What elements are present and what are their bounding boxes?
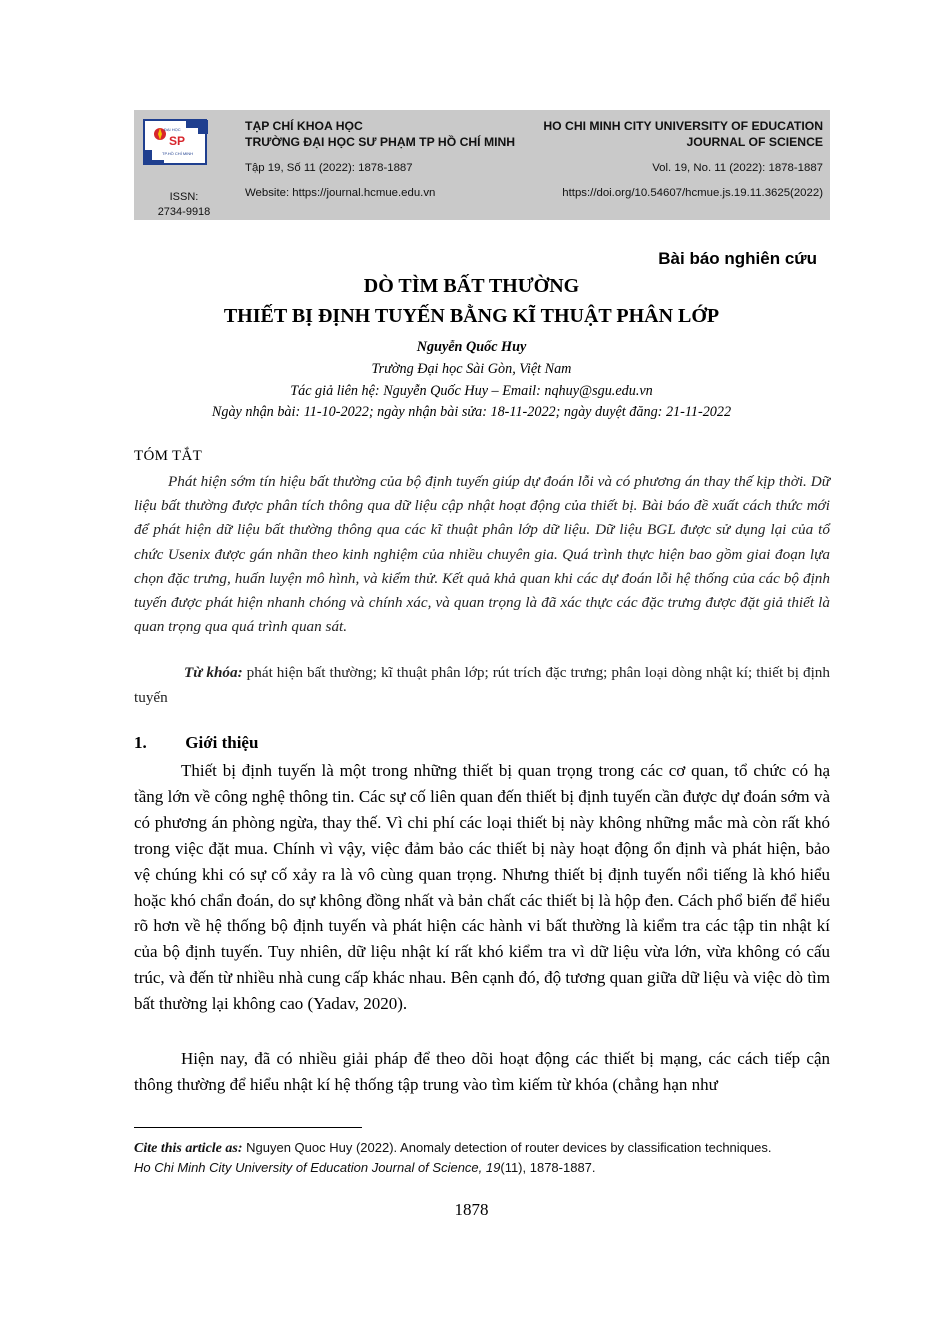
article-type: Bài báo nghiên cứu xyxy=(658,249,817,268)
section-heading xyxy=(134,733,258,753)
title-line-2: THIẾT BỊ ĐỊNH TUYẾN BẰNG KĨ THUẬT PHÂN LỚP xyxy=(223,305,720,327)
abstract-text: Phát hiện sớm tín hiệu bất thường của bộ định tuyến giúp dự đoán lỗi và có phương án thay thế kịp thời. Dữ liệu bất thường được phân tích thông qua dữ liệu cập nhật hoạt động của thiết bị. Bài báo đề xuất cách thức mới để phát hiện dữ liệu bất thường thông qua các kĩ thuật phân lớp dữ liệu. Dữ liệu BGL được sử dụng lại của tổ chức Usenix được gán nhãn theo kinh nghiệm của nhiều chuyên gia. Quá trình thực hiện bao gồm giai đoạn lựa chọn đặc trưng, huấn luyện mô hình, và kiểm thử. Kết quả khả quan khi các dự đoán lỗi hệ thống của các bộ định tuyến được phát hiện nhanh chóng và chính xác, và quan trọng là đã xác thực các đặc trưng được đặt giả thiết là quan trọng qua quá trình quan sát. xyxy=(134,473,830,636)
corresponding-author: Tác giả liên hệ: Nguyễn Quốc Huy – Email: nqhuy@sgu.edu.vn xyxy=(290,383,653,399)
journal-name-en: JOURNAL OF SCIENCE xyxy=(686,135,823,149)
university-name-vi: TRƯỜNG ĐẠI HỌC SƯ PHẠM TP HỒ CHÍ MINH xyxy=(245,135,516,149)
cite-issue-pages: (11), 1878-1887. xyxy=(500,1160,596,1175)
keywords-list: phát hiện bất thường; kĩ thuật phân lớp; rút trích đặc trưng; phân loại dòng nhật kí; thiết bị định tuyến xyxy=(134,664,830,706)
citation-footnote xyxy=(134,1138,834,1177)
cite-text: Nguyen Quoc Huy (2022). Anomaly detection of router devices by classification techniques. xyxy=(246,1140,772,1155)
abstract-heading: TÓM TẮT xyxy=(134,448,203,464)
cite-journal: Ho Chi Minh City University of Education Journal of Science, xyxy=(134,1160,483,1175)
page-number: 1878 xyxy=(454,1200,489,1219)
journal-website: Website: https://journal.hcmue.edu.vn xyxy=(245,187,436,199)
body-paragraph-1: Thiết bị định tuyến là một trong những thiết bị quan trọng trong các cơ quan, tổ chức có hạ tầng lớn về công nghệ thông tin. Các sự cố liên quan đến thiết bị định tuyến cần được dự đoán sớm và có phương án phòng ngừa, thay thế. Vì chi phí các loại thiết bị này không những mắc mà còn rất khó trong việc đặt mua. Chính vì vậy, việc đảm bảo các thiết bị này hoạt động ổn định và phát hiện, bảo vệ chúng khi có sự cố xảy ra là vô cùng quan trọng. Nhưng thiết bị định tuyến nổi tiếng là khó hiểu hoặc khó chẩn đoán, do sự không đồng nhất và bản chất các thiết bị là hộp đen. Cách phổ biến để hiểu rõ hơn về hệ thống bộ định tuyến và phát hiện các hành vi bất thường là kiểm tra các tập tin nhật kí của bộ định tuyến. Tuy nhiên, dữ liệu nhật kí rất khó kiểm tra vì dữ liệu vừa lớn, vừa không có cấu trúc, và đến từ nhiều nhà cung cấp khác nhau. Bên cạnh đó, độ tương quan giữa dữ liệu và việc dò tìm bất thường lại không cao (Yadav, 2020). xyxy=(134,761,830,1014)
logo-bottom-text: TP.HỒ CHÍ MINH xyxy=(162,151,194,156)
title-line-1: DÒ TÌM BẤT THƯỜNG xyxy=(363,275,580,297)
university-logo xyxy=(138,114,214,174)
footnote-divider xyxy=(134,1127,362,1128)
issn-value: 2734-9918 xyxy=(157,206,211,218)
issn-block xyxy=(144,190,224,220)
volume-info-vi: Tập 19, Số 11 (2022): 1878-1887 xyxy=(245,162,413,174)
doi-link[interactable]: https://doi.org/10.54607/hcmue.js.19.11.3625(2022) xyxy=(562,187,823,199)
logo-top-text: ĐẠI HỌC xyxy=(164,127,181,132)
logo-mark: SP xyxy=(169,134,186,148)
article-dates: Ngày nhận bài: 11-10-2022; ngày nhận bài sửa: 18-11-2022; ngày duyệt đăng: 21-11-2022 xyxy=(211,404,732,420)
keywords xyxy=(134,661,830,710)
volume-info-en: Vol. 19, No. 11 (2022): 1878-1887 xyxy=(652,162,823,174)
journal-name-vi: TẠP CHÍ KHOA HỌC xyxy=(245,119,363,133)
issn-label: ISSN: xyxy=(169,191,199,203)
university-name-en: HO CHI MINH CITY UNIVERSITY OF EDUCATION xyxy=(543,119,823,133)
section-number: 1. xyxy=(134,733,147,752)
body-paragraph-2: Hiện nay, đã có nhiều giải pháp để theo dõi hoạt động các thiết bị mạng, các cách tiếp cận thông thường để hiểu nhật kí hệ thống tập trung vào tìm kiếm từ khóa (chẳng hạn như xyxy=(134,1049,830,1094)
author-name: Nguyễn Quốc Huy xyxy=(416,339,527,355)
cite-label: Cite this article as: xyxy=(134,1141,243,1156)
keywords-label: Từ khóa: xyxy=(184,664,243,681)
cite-volume: 19 xyxy=(485,1160,501,1175)
section-title: Giới thiệu xyxy=(185,733,259,752)
affiliation: Trường Đại học Sài Gòn, Việt Nam xyxy=(371,361,572,377)
